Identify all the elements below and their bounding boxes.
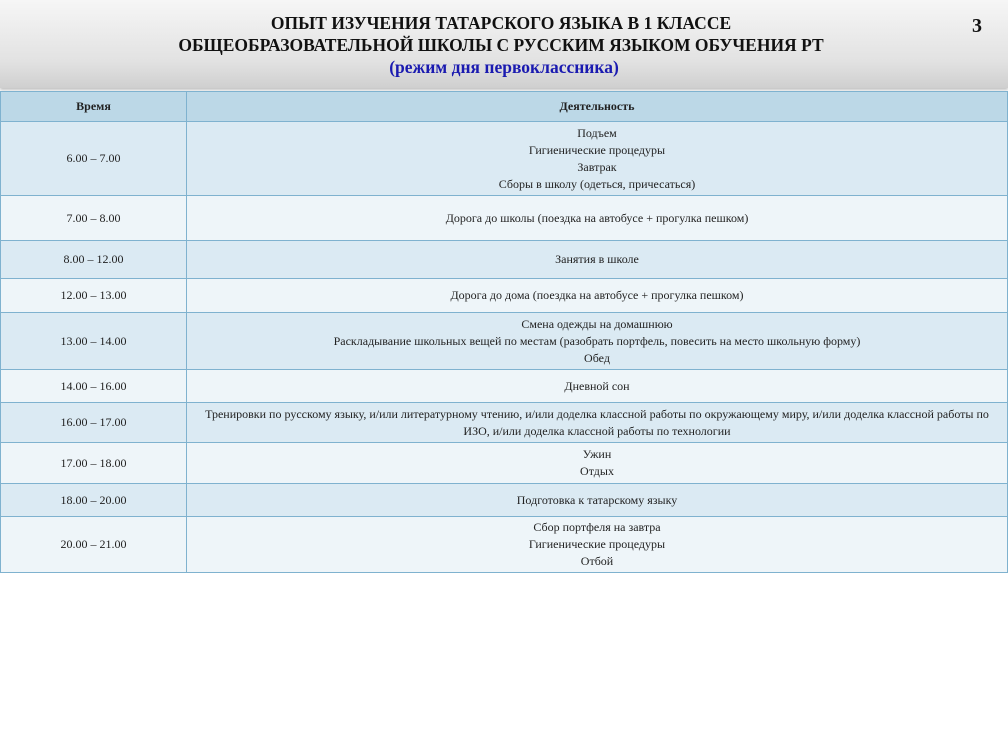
- slide-header: [0, 0, 1008, 88]
- table-row: [1, 370, 1008, 403]
- time-cell: 13.00 – 14.00: [1, 313, 187, 370]
- table-row: [1, 122, 1008, 196]
- column-header-time: Время: [1, 92, 187, 122]
- table-row: [1, 517, 1008, 573]
- activity-cell: [187, 403, 1008, 443]
- table-row: [1, 403, 1008, 443]
- table-body: [1, 122, 1008, 573]
- activity-line: Подготовка к татарскому языку: [516, 492, 678, 507]
- activity-line: Дневной сон: [564, 378, 630, 393]
- table-row: [1, 279, 1008, 313]
- activity-cell: [187, 443, 1008, 484]
- schedule-table: [0, 91, 1008, 573]
- time-cell: 16.00 – 17.00: [1, 403, 187, 443]
- slide-title: [0, 12, 1008, 78]
- activity-line: Гигиенические процедуры: [528, 142, 666, 157]
- activity-line: Смена одежды на домашнюю: [521, 316, 673, 331]
- table-row: [1, 484, 1008, 517]
- time-cell: 6.00 – 7.00: [1, 122, 187, 196]
- activity-line: Ужин: [582, 447, 612, 461]
- activity-cell: [187, 370, 1008, 403]
- activity-line: Занятия в школе: [555, 252, 639, 266]
- title-subtitle: (режим дня первоклассника): [389, 57, 619, 77]
- table-row: [1, 443, 1008, 484]
- activity-line: Тренировки по русскому языку, и/или литературному чтению, и/или доделка классной работы по окружающему миру, и/или доделка классной работы по ИЗО, и/или доделка классной работы по технологии: [205, 406, 989, 438]
- column-header-activity: Деятельность: [187, 92, 1008, 122]
- activity-cell: [187, 517, 1008, 573]
- time-cell: 20.00 – 21.00: [1, 517, 187, 573]
- table-row: [1, 313, 1008, 370]
- table-row: [1, 196, 1008, 241]
- time-cell: 8.00 – 12.00: [1, 241, 187, 279]
- activity-line: Отбой: [580, 554, 614, 568]
- activity-line: Подъем: [577, 125, 617, 140]
- time-cell: 18.00 – 20.00: [1, 484, 187, 517]
- activity-cell: [187, 122, 1008, 196]
- table-header-row: [1, 92, 1008, 122]
- activity-line: Завтрак: [577, 159, 617, 174]
- activity-line: Обед: [584, 350, 610, 365]
- title-line-2: ОБЩЕОБРАЗОВАТЕЛЬНОЙ ШКОЛЫ С РУССКИМ ЯЗЫКОМ ОБУЧЕНИЯ РТ: [178, 35, 824, 55]
- activity-cell: [187, 313, 1008, 370]
- time-cell: 17.00 – 18.00: [1, 443, 187, 484]
- time-cell: 7.00 – 8.00: [1, 196, 187, 241]
- time-cell: 12.00 – 13.00: [1, 279, 187, 313]
- activity-cell: [187, 241, 1008, 279]
- activity-cell: [187, 279, 1008, 313]
- activity-line: Гигиенические процедуры: [528, 537, 666, 551]
- activity-cell: [187, 484, 1008, 517]
- activity-line: Сбор портфеля на завтра: [533, 520, 661, 534]
- table-row: [1, 241, 1008, 279]
- time-cell: 14.00 – 16.00: [1, 370, 187, 403]
- activity-cell: [187, 196, 1008, 241]
- activity-line: Раскладывание школьных вещей по местам (разобрать портфель, повесить на место школьную форму): [333, 333, 861, 348]
- activity-line: Сборы в школу (одеться, причесаться): [498, 176, 696, 191]
- activity-line: Отдых: [580, 464, 614, 478]
- page-number: 3: [972, 15, 982, 37]
- activity-line: Дорога до дома (поездка на автобусе + прогулка пешком): [450, 288, 744, 302]
- title-line-1: ОПЫТ ИЗУЧЕНИЯ ТАТАРСКОГО ЯЗЫКА В 1 КЛАССЕ: [270, 13, 732, 33]
- activity-line: Дорога до школы (поездка на автобусе + прогулка пешком): [445, 210, 749, 225]
